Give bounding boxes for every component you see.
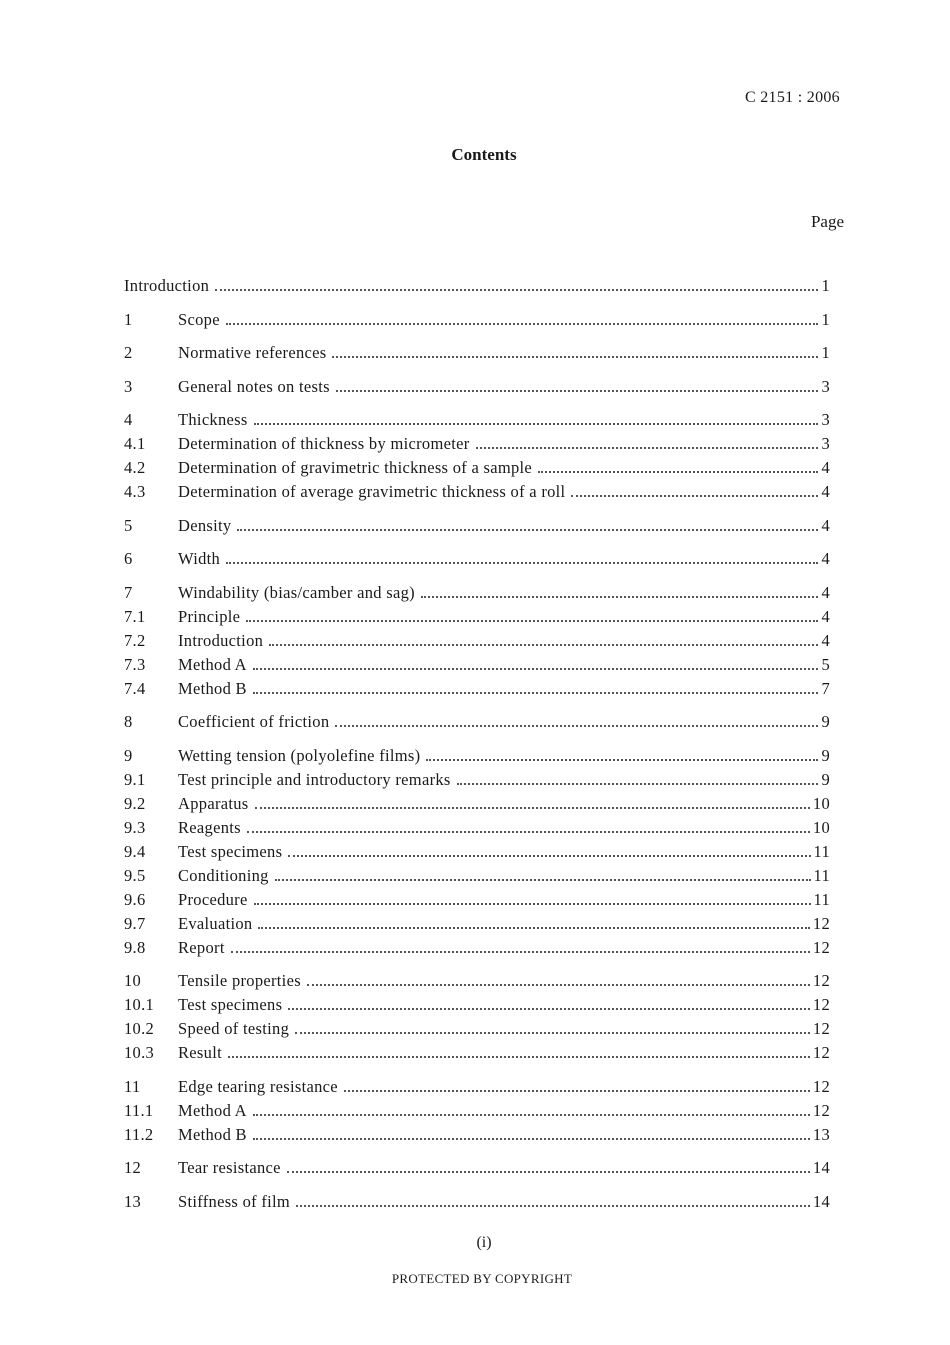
toc-entry-page: 12 — [812, 1043, 830, 1062]
toc-entry-title: Coefficient of friction — [178, 712, 330, 731]
toc-entry[interactable] — [124, 549, 830, 573]
toc-entry[interactable] — [124, 583, 830, 607]
toc-entry-number: 7.2 — [124, 630, 146, 650]
toc-entry-number: 10 — [124, 971, 142, 990]
toc-entry-number: 9.3 — [124, 817, 146, 837]
page-title: Contents — [451, 145, 517, 164]
dot-leader — [253, 692, 819, 694]
toc-entry-page: 12 — [812, 971, 830, 990]
toc-entry-number: 7 — [124, 582, 133, 602]
dot-leader — [254, 423, 819, 425]
toc-entry-page: 4 — [821, 606, 830, 626]
toc-entry[interactable] — [124, 995, 830, 1019]
toc-entry-number: 9.7 — [124, 913, 146, 933]
toc-entry-title: Method B — [178, 678, 247, 698]
toc-entry-number: 3 — [124, 376, 133, 396]
dot-leader — [332, 356, 818, 358]
toc-entry-number: 4.2 — [124, 458, 146, 477]
dot-leader — [287, 1171, 810, 1173]
toc-entry-number: 11.2 — [124, 1124, 154, 1144]
dot-leader — [457, 783, 819, 785]
toc-entry-number: 9.2 — [124, 793, 146, 813]
toc-entry-title: Introduction — [178, 630, 264, 650]
toc-entry-page: 10 — [812, 793, 830, 813]
toc-entry[interactable] — [124, 276, 830, 300]
toc-entry-title: Windability (bias/camber and sag) — [178, 582, 415, 602]
toc-entry-title: Scope — [178, 309, 220, 329]
toc-entry-title: Report — [178, 937, 225, 957]
dot-leader — [254, 903, 811, 905]
toc-entry-page: 4 — [821, 582, 830, 602]
dot-leader — [246, 620, 818, 622]
dot-leader — [288, 1008, 810, 1010]
toc-entry-number: 8 — [124, 712, 133, 731]
toc-entry-title: Density — [178, 515, 232, 535]
toc-entry-number: 4.1 — [124, 434, 146, 453]
dot-leader — [296, 1205, 810, 1207]
toc-entry-title: Method B — [178, 1124, 247, 1144]
toc-entry-page: 10 — [812, 817, 830, 837]
toc-entry-number: 10.3 — [124, 1043, 155, 1062]
toc-entry-title: Stiffness of film — [178, 1191, 291, 1211]
toc-entry-title: Reagents — [178, 817, 241, 837]
dot-leader — [253, 1114, 810, 1116]
toc-entry[interactable] — [124, 938, 830, 962]
toc-entry-page: 9 — [821, 745, 830, 765]
dot-leader — [237, 529, 818, 531]
dot-leader — [571, 495, 818, 497]
toc-entry-page: 11 — [813, 865, 830, 885]
toc-entry-title: Normative references — [178, 343, 327, 362]
toc-entry-title: Method A — [178, 1100, 247, 1120]
toc-entry-page: 3 — [821, 410, 830, 429]
toc-entry-title: Apparatus — [178, 793, 249, 813]
toc-entry-number: 9.5 — [124, 865, 146, 885]
toc-entry-number: 9.6 — [124, 889, 146, 909]
toc-entry[interactable] — [124, 1019, 830, 1043]
toc-entry[interactable] — [124, 655, 830, 679]
toc-entry-number: 10.1 — [124, 995, 155, 1014]
toc-entry-page: 5 — [821, 654, 830, 674]
toc-entry-title: Edge tearing resistance — [178, 1076, 338, 1096]
toc-entry-title: Determination of gravimetric thickness of a sample — [178, 458, 533, 477]
toc-entry-page: 14 — [812, 1191, 830, 1211]
toc-entry-page: 4 — [821, 458, 830, 477]
toc-entry-title: Thickness — [178, 410, 248, 429]
toc-entry[interactable] — [124, 310, 830, 334]
toc-entry-number: 9.1 — [124, 769, 146, 789]
toc-entry-number: 4 — [124, 410, 133, 429]
dot-leader — [288, 855, 810, 857]
toc-entry-title: Determination of average gravimetric thickness of a roll — [178, 482, 566, 501]
footer-page-number: (i) — [476, 1234, 492, 1251]
toc-entry-number: 5 — [124, 515, 133, 535]
toc-entry-page: 4 — [821, 549, 830, 568]
toc-entry-page: 9 — [821, 769, 830, 789]
toc-entry[interactable] — [124, 377, 830, 401]
toc-entry-number: 13 — [124, 1191, 142, 1211]
toc-entry-title: Conditioning — [178, 865, 269, 885]
toc-entry-page: 9 — [821, 712, 830, 731]
toc-entry-number: 12 — [124, 1158, 142, 1177]
toc-entry-page: 14 — [812, 1158, 830, 1177]
dot-leader — [226, 562, 818, 564]
dot-leader — [255, 807, 810, 809]
toc-entry[interactable] — [124, 1101, 830, 1125]
toc-entry-title: Test specimens — [178, 995, 283, 1014]
dot-leader — [231, 951, 810, 953]
toc-entry-number: 7.1 — [124, 606, 146, 626]
toc-entry-page: 12 — [812, 1019, 830, 1038]
toc-entry[interactable] — [124, 1077, 830, 1101]
toc-entry[interactable] — [124, 842, 830, 866]
toc-entry-title: Test specimens — [178, 841, 283, 861]
toc-entry-title: Evaluation — [178, 913, 253, 933]
page-column-label: Page — [810, 212, 844, 231]
table-of-contents — [124, 276, 830, 1216]
toc-entry-title: Tensile properties — [178, 971, 301, 990]
toc-entry-page: 12 — [812, 913, 830, 933]
toc-entry-title: Introduction — [124, 276, 210, 295]
toc-entry[interactable] — [124, 631, 830, 655]
dot-leader — [228, 1056, 810, 1058]
toc-entry-page: 3 — [821, 434, 830, 453]
toc-entry[interactable] — [124, 410, 830, 434]
toc-entry-number: 10.2 — [124, 1019, 155, 1038]
toc-entry-number: 7.3 — [124, 654, 146, 674]
toc-entry-title: General notes on tests — [178, 376, 330, 396]
dot-leader — [538, 471, 818, 473]
toc-entry-page: 12 — [812, 937, 830, 957]
toc-entry-number: 9.8 — [124, 937, 146, 957]
dot-leader — [215, 289, 818, 291]
copyright-notice: PROTECTED BY COPYRIGHT — [391, 1271, 573, 1286]
toc-entry[interactable] — [124, 343, 830, 367]
dot-leader — [307, 984, 810, 986]
dot-leader — [295, 1032, 810, 1034]
dot-leader — [336, 390, 819, 392]
toc-entry-number: 1 — [124, 309, 133, 329]
toc-entry-page: 1 — [821, 343, 830, 362]
toc-entry-page: 13 — [812, 1124, 830, 1144]
toc-entry[interactable] — [124, 1158, 830, 1182]
toc-entry[interactable] — [124, 794, 830, 818]
toc-entry[interactable] — [124, 434, 830, 458]
toc-entry[interactable] — [124, 746, 830, 770]
toc-entry[interactable] — [124, 482, 830, 506]
toc-entry[interactable] — [124, 770, 830, 794]
dot-leader — [247, 831, 810, 833]
toc-entry-number: 9 — [124, 745, 133, 765]
toc-entry-number: 4.3 — [124, 482, 146, 501]
standard-code: C 2151 : 2006 — [744, 89, 840, 106]
dot-leader — [344, 1090, 810, 1092]
toc-entry-title: Tear resistance — [178, 1158, 281, 1177]
toc-entry-number: 2 — [124, 343, 133, 362]
dot-leader — [426, 759, 818, 761]
toc-entry[interactable] — [124, 1043, 830, 1067]
toc-entry-page: 11 — [813, 841, 830, 861]
toc-entry[interactable] — [124, 818, 830, 842]
toc-entry-page: 4 — [821, 630, 830, 650]
toc-entry[interactable] — [124, 516, 830, 540]
toc-entry-number: 11.1 — [124, 1100, 154, 1120]
toc-entry-page: 12 — [812, 1100, 830, 1120]
dot-leader — [253, 1138, 810, 1140]
toc-entry-page: 12 — [812, 1076, 830, 1096]
toc-entry[interactable] — [124, 458, 830, 482]
toc-entry[interactable] — [124, 679, 830, 703]
dot-leader — [421, 596, 818, 598]
dot-leader — [253, 668, 819, 670]
toc-entry-number: 6 — [124, 549, 133, 568]
toc-entry-page: 1 — [821, 309, 830, 329]
toc-entry-page: 3 — [821, 376, 830, 396]
dot-leader — [258, 927, 809, 929]
toc-entry[interactable] — [124, 1192, 830, 1216]
toc-entry[interactable] — [124, 1125, 830, 1149]
toc-entry-title: Principle — [178, 606, 241, 626]
toc-entry-page: 12 — [812, 995, 830, 1014]
toc-entry-number: 11 — [124, 1076, 141, 1096]
toc-entry-title: Width — [178, 549, 221, 568]
toc-entry[interactable] — [124, 866, 830, 890]
toc-entry-number: 9.4 — [124, 841, 146, 861]
toc-entry-title: Speed of testing — [178, 1019, 290, 1038]
toc-entry-title: Determination of thickness by micrometer — [178, 434, 470, 453]
toc-entry-page: 7 — [821, 678, 830, 698]
toc-entry-title: Test principle and introductory remarks — [178, 769, 451, 789]
dot-leader — [335, 725, 818, 727]
toc-entry-title: Method A — [178, 654, 247, 674]
toc-entry-title: Procedure — [178, 889, 248, 909]
toc-entry-title: Wetting tension (polyolefine films) — [178, 745, 421, 765]
toc-entry[interactable] — [124, 971, 830, 995]
toc-entry[interactable] — [124, 890, 830, 914]
dot-leader — [275, 879, 811, 881]
dot-leader — [226, 323, 819, 325]
toc-entry-title: Result — [178, 1043, 222, 1062]
toc-entry[interactable] — [124, 712, 830, 736]
toc-entry-page: 4 — [821, 482, 830, 501]
dot-leader — [476, 447, 819, 449]
toc-entry-page: 11 — [813, 889, 830, 909]
toc-entry-page: 1 — [821, 276, 830, 295]
toc-entry[interactable] — [124, 914, 830, 938]
toc-entry-number: 7.4 — [124, 678, 146, 698]
toc-entry[interactable] — [124, 607, 830, 631]
dot-leader — [269, 644, 818, 646]
toc-entry-page: 4 — [821, 515, 830, 535]
